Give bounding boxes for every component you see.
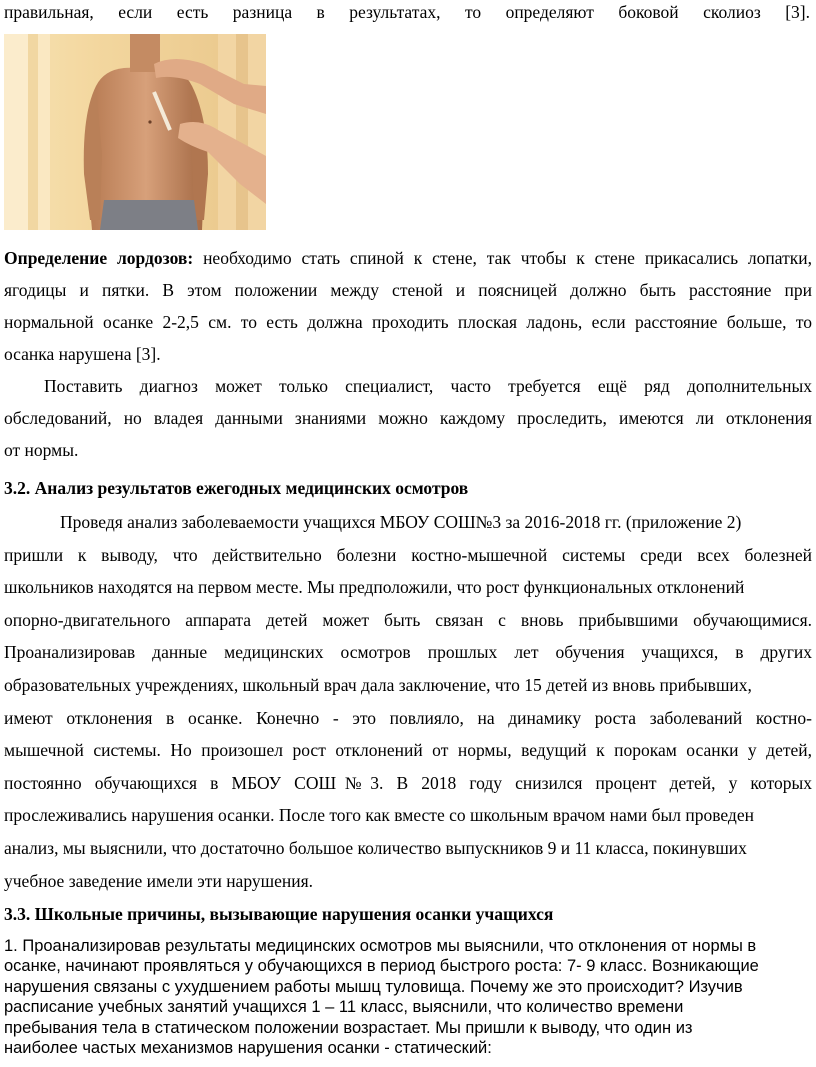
section-3-3-body xyxy=(4,936,816,1058)
s32-line-1: Проведя анализ заболеваемости учащихся МБОУ СОШ№3 за 2016-2018 гг. (приложение 2) xyxy=(60,512,742,532)
s32-line-10: прослеживались нарушения осанки. После того как вместе со школьным врачом нами был проведен xyxy=(4,805,754,826)
s32-line-5: Проанализировав данные медицинских осмотров прошлых лет обучения учащихся, в других xyxy=(4,642,812,663)
lordosis-term: Определение лордозов: xyxy=(4,248,194,268)
diagnosis-line-2: обследований, но владея данными знаниями можно каждому проследить, имеются ли отклонения xyxy=(4,408,812,428)
s32-line-8: мышечной системы. Но произошел рост отклонений от нормы, ведущий к порокам осанки у детей, xyxy=(4,740,812,761)
s33-line-5: пребывания тела в статическом положении возрастает. Мы пришли к выводу, что один из xyxy=(4,1018,693,1037)
lordosis-line-2: ягодицы и пятки. В этом положении между стеной и поясницей должно быть расстояние при xyxy=(4,280,812,300)
diagnosis-line-3: от нормы. xyxy=(4,440,79,460)
s32-line-2: пришли к выводу, что действительно болезни костно-мышечной системы среди всех болезней xyxy=(4,544,812,565)
s33-line-3: нарушения связаны с ухудшением работы мышц туловища. Почему же это происходит? Изучив xyxy=(4,977,743,996)
posture-photo xyxy=(4,34,266,230)
s32-line-6: образовательных учреждениях, школьный врач дала заключение, что 15 детей из вновь прибывших, xyxy=(4,674,752,695)
lordosis-line-1 xyxy=(4,242,812,274)
s33-line-2: осанке, начинают проявляться у обучающихся в период быстрого роста: 7- 9 класс. Возникающие xyxy=(4,957,759,976)
intro-line: правильная, если есть разница в результатах, то определяют боковой сколиоз [3]. xyxy=(4,2,810,22)
s32-line-12: учебное заведение имели эти нарушения. xyxy=(4,870,313,891)
s32-line-9: постоянно обучающихся в МБОУ СОШ№3. В 2018 году снизился процент детей, у которых xyxy=(4,772,812,793)
lordosis-line-3: нормальной осанке 2-2,5 см. то есть должна проходить плоская ладонь, если расстояние больше, то xyxy=(4,312,812,332)
section-3-2-body xyxy=(4,506,812,897)
s32-line-11: анализ, мы выяснили, что достаточно большое количество выпускников 9 и 11 класса, покинувших xyxy=(4,837,747,858)
lordosis-section xyxy=(4,242,812,466)
s33-line-1: 1. Проанализировав результаты медицинских осмотров мы выяснили, что отклонения от нормы в xyxy=(4,937,757,955)
diagnosis-line-1: Поставить диагноз может только специалист, часто требуется ещё ряд дополнительных xyxy=(44,376,812,396)
s32-line-4: опорно-двигательного аппарата детей может быть связан с вновь прибывшими обучающимися. xyxy=(4,609,812,630)
section-3-3-heading: 3.3. Школьные причины, вызывающие нарушения осанки учащихся xyxy=(4,904,554,924)
lordosis-line-4: осанка нарушена [3]. xyxy=(4,344,161,364)
s32-line-3: школьников находятся на первом месте. Мы предположили, что рост функциональных отклонений xyxy=(4,577,745,598)
s32-line-7: имеют отклонения в осанке. Конечно - это повлияло, на динамику роста заболеваний костно- xyxy=(4,707,812,728)
s33-line-4: расписание учебных занятий учащихся 1 – 11 класс, выяснили, что количество времени xyxy=(4,998,684,1017)
lordosis-text: необходимо стать спиной к стене, так чтобы к стене прикасались лопатки, xyxy=(193,248,812,268)
section-3-2-heading: 3.2. Анализ результатов ежегодных медицинских осмотров xyxy=(4,478,469,498)
s33-line-6: наиболее частых механизмов нарушения осанки - статический: xyxy=(4,1039,492,1058)
